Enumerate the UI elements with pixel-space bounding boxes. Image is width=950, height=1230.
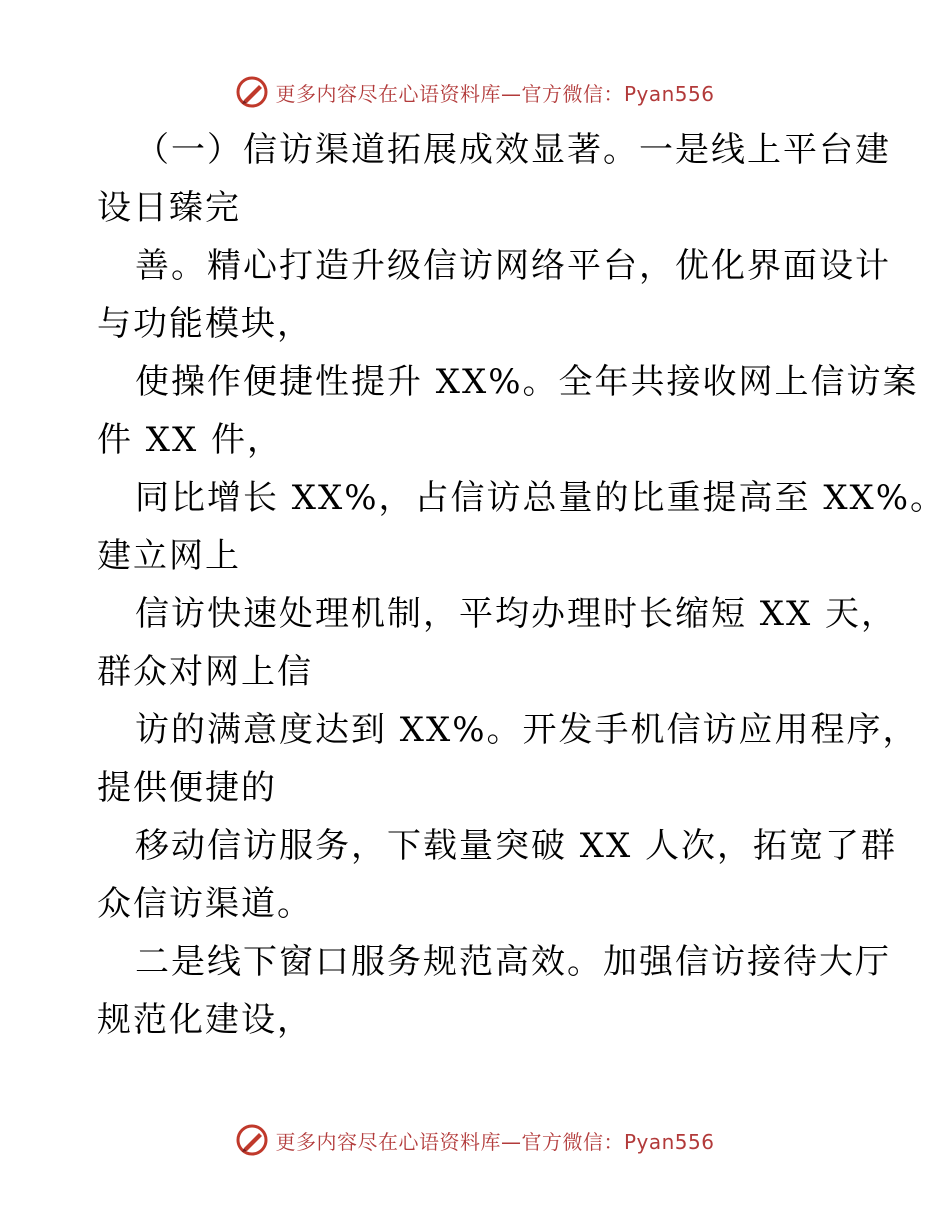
text-line: （一）信访渠道拓展成效显著。一是线上平台建 <box>135 130 891 170</box>
pen-logo-icon <box>235 1123 269 1157</box>
document-body <box>97 121 947 1049</box>
watermark-text: 更多内容尽在心语资料库—官方微信：Pyan556 <box>275 81 715 106</box>
text-line: 规范化建设， <box>97 1000 313 1040</box>
text-line: 同比增长 XX%，占信访总量的比重提高至 XX%。 <box>135 478 947 518</box>
text-line: 移动信访服务，下载量突破 XX 人次，拓宽了群 <box>135 826 898 866</box>
text-line: 善。精心打造升级信访网络平台，优化界面设计 <box>135 246 891 286</box>
text-line: 使操作便捷性提升 XX%。全年共接收网上信访案 <box>135 362 919 402</box>
text-line: 与功能模块， <box>97 304 313 344</box>
text-line: 群众对网上信 <box>97 652 313 692</box>
text-line: 提供便捷的 <box>97 768 277 808</box>
text-line: 建立网上 <box>97 536 241 576</box>
text-line: 设日臻完 <box>97 188 241 228</box>
pen-logo-icon <box>235 75 269 109</box>
footer-watermark <box>0 1120 950 1160</box>
text-line: 件 XX 件， <box>97 420 284 460</box>
watermark-text: 更多内容尽在心语资料库—官方微信：Pyan556 <box>275 1129 715 1154</box>
text-line: 信访快速处理机制，平均办理时长缩短 XX 天， <box>135 594 898 634</box>
text-line: 二是线下窗口服务规范高效。加强信访接待大厅 <box>135 942 891 982</box>
header-watermark <box>0 72 950 112</box>
text-line: 访的满意度达到 XX%。开发手机信访应用程序， <box>135 710 919 750</box>
text-line: 众信访渠道。 <box>97 884 313 924</box>
